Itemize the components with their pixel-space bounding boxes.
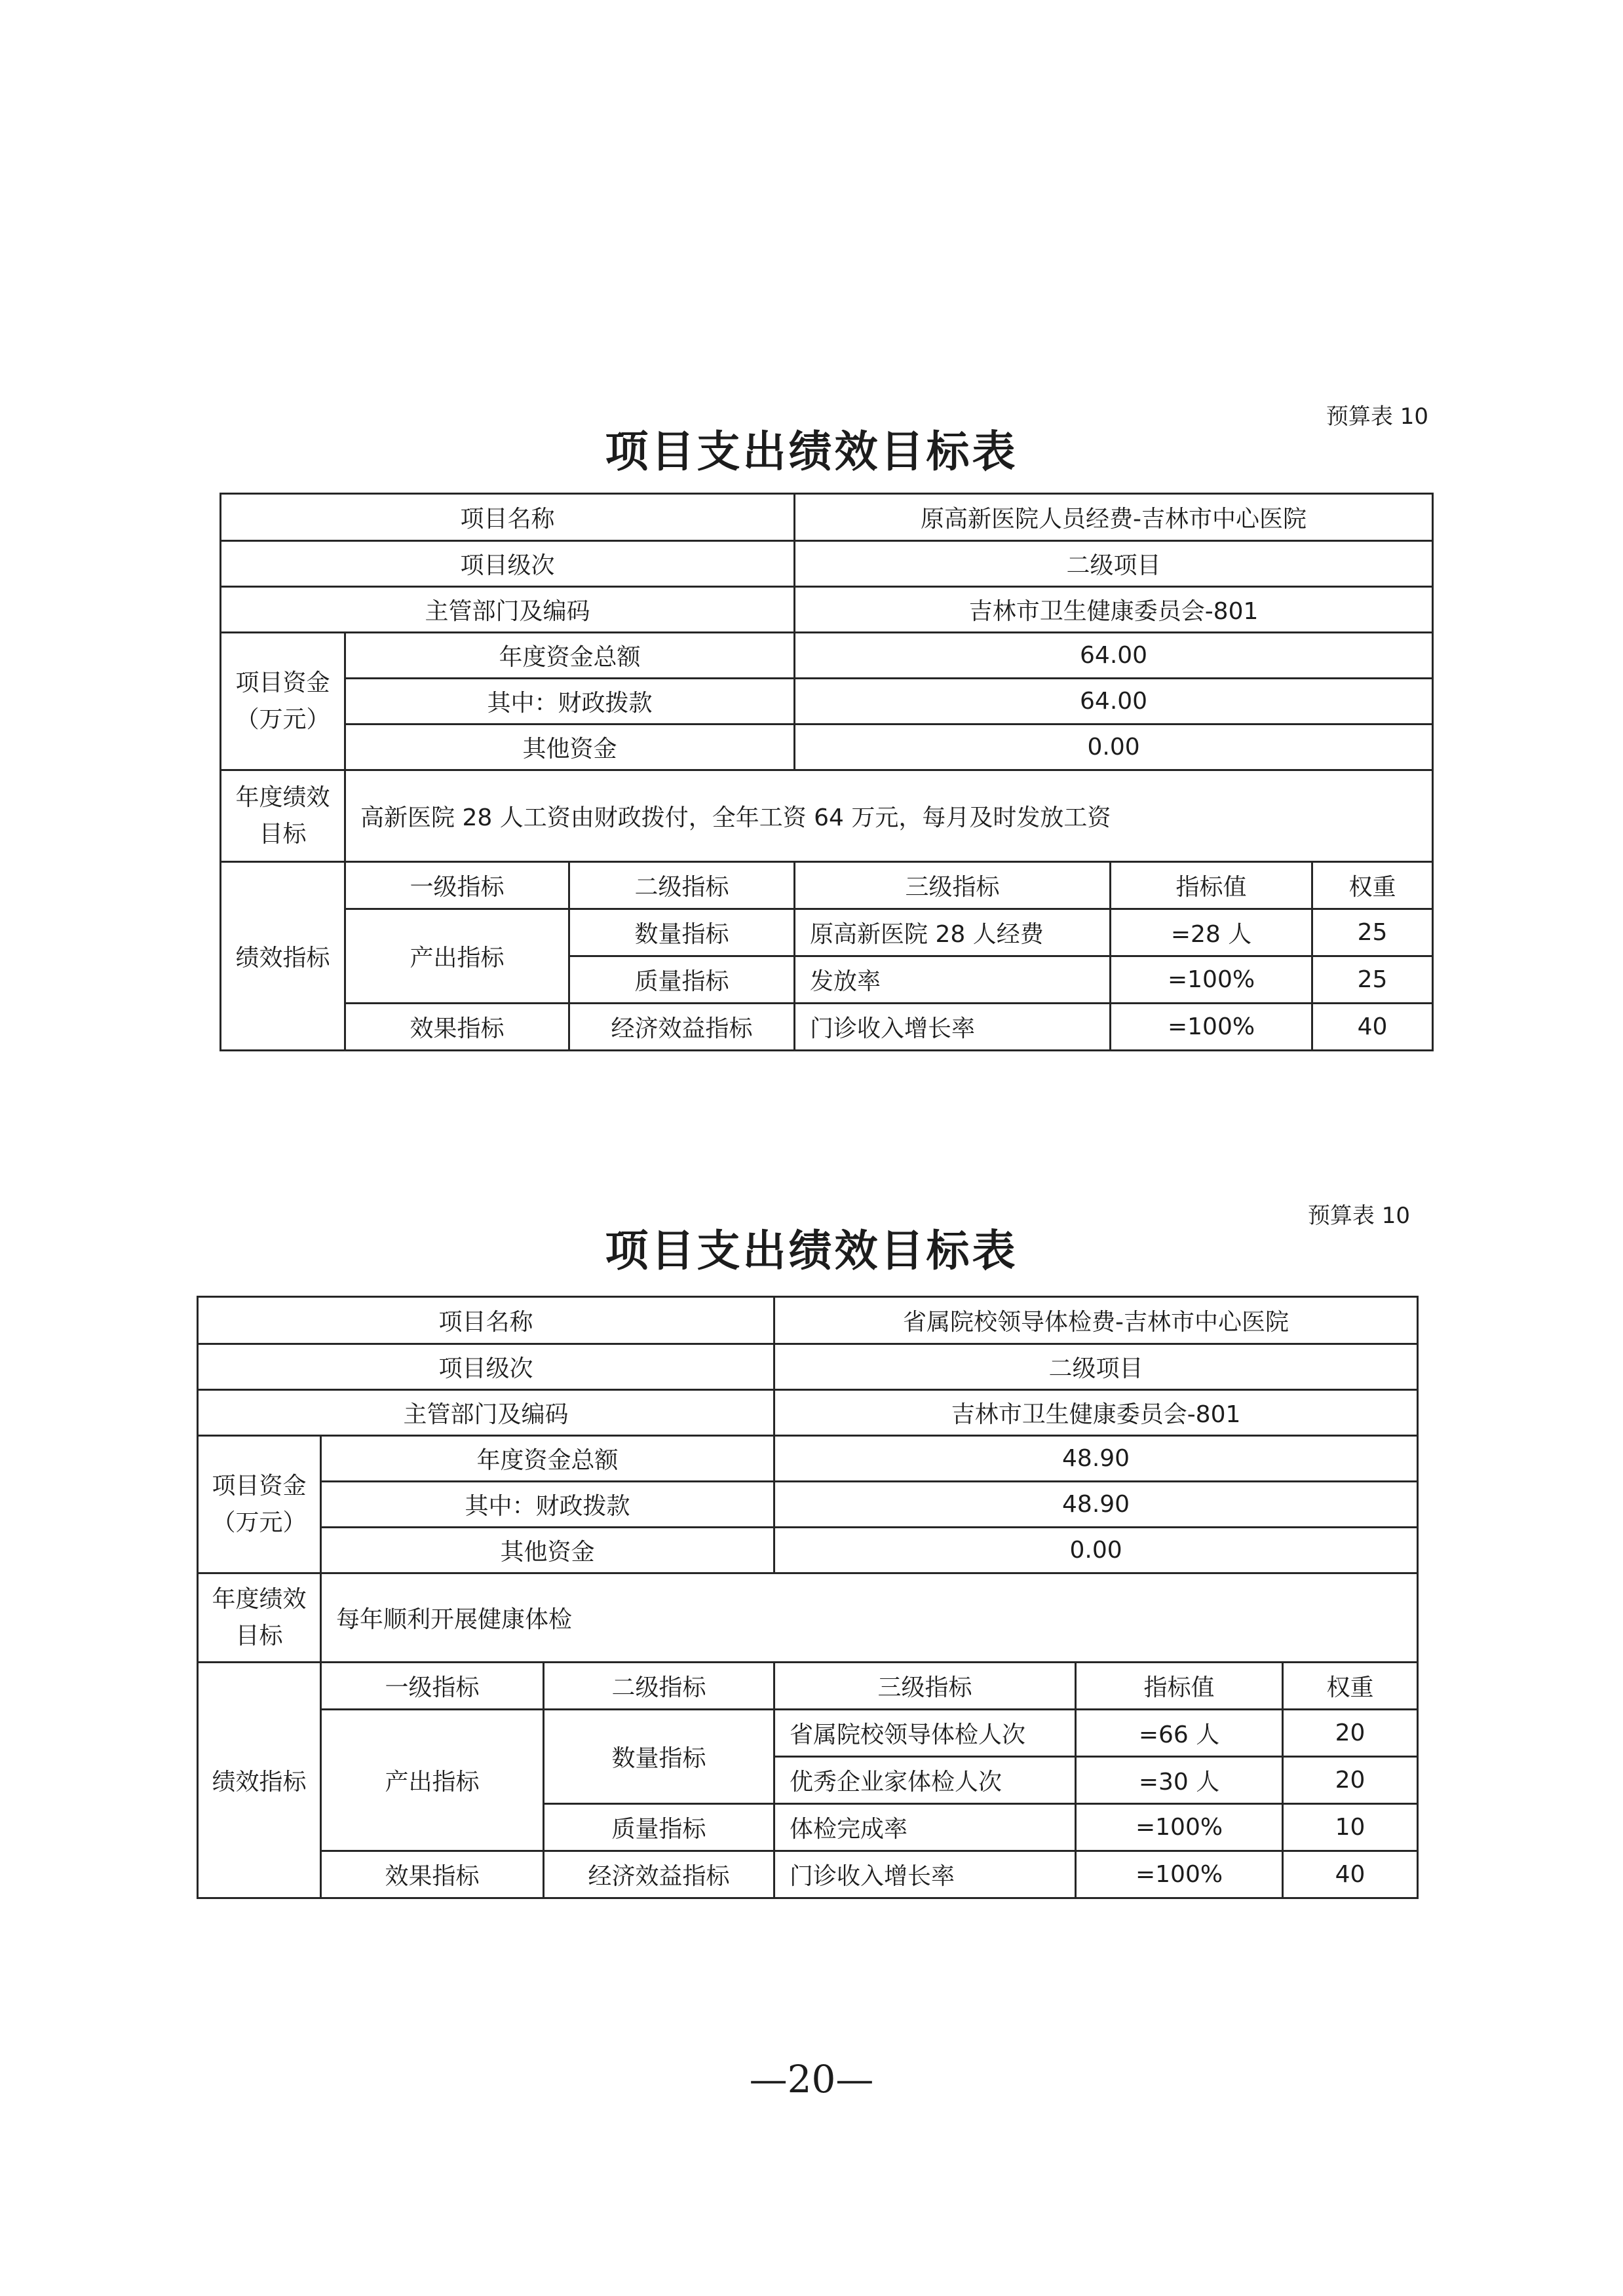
project-name-value: 原高新医院人员经费-吉林市中心医院: [795, 494, 1433, 541]
value-cell: =66 人: [1076, 1710, 1283, 1757]
performance-table: [197, 1296, 1419, 1899]
output-indicator-label: 产出指标: [321, 1710, 544, 1851]
funds-label: 项目资金 （万元）: [221, 633, 345, 770]
level3-cell: 门诊收入增长率: [774, 1851, 1076, 1898]
budget-tag: 预算表 10: [1307, 1203, 1410, 1229]
indicator-label: 绩效指标: [221, 862, 345, 1051]
fiscal-label: 其中：财政拨款: [345, 679, 795, 725]
header-level3: 三级指标: [795, 862, 1111, 909]
goal-value: 每年顺利开展健康体检: [321, 1573, 1418, 1663]
project-name-value: 省属院校领导体检费-吉林市中心医院: [774, 1297, 1418, 1344]
weight-cell: 10: [1283, 1804, 1418, 1851]
weight-cell: 20: [1283, 1757, 1418, 1804]
level2-cell: 质量指标: [569, 956, 795, 1004]
form-title: 项目支出绩效目标表: [605, 1226, 1018, 1276]
other-funds-value: 0.00: [774, 1528, 1418, 1573]
fiscal-value: 64.00: [795, 679, 1433, 725]
project-level-value: 二级项目: [774, 1344, 1418, 1390]
dept-label: 主管部门及编码: [221, 587, 795, 633]
value-cell: =30 人: [1076, 1757, 1283, 1804]
value-cell: =100%: [1111, 1004, 1312, 1051]
header-level2: 二级指标: [544, 1663, 774, 1710]
value-cell: =100%: [1076, 1851, 1283, 1898]
weight-cell: 40: [1283, 1851, 1418, 1898]
goal-label: 年度绩效目标: [221, 770, 345, 862]
annual-total-value: 48.90: [774, 1436, 1418, 1482]
fiscal-label: 其中：财政拨款: [321, 1482, 774, 1528]
output-indicator-label: 产出指标: [345, 909, 569, 1004]
header-weight: 权重: [1312, 862, 1433, 909]
goal-label: 年度绩效目标: [198, 1573, 321, 1663]
form-block-1: [0, 0, 1623, 1114]
header-level3: 三级指标: [774, 1663, 1076, 1710]
header-value: 指标值: [1076, 1663, 1283, 1710]
project-level-label: 项目级次: [198, 1344, 774, 1390]
header-level1: 一级指标: [321, 1663, 544, 1710]
header-level2: 二级指标: [569, 862, 795, 909]
fiscal-value: 48.90: [774, 1482, 1418, 1528]
level3-cell: 原高新医院 28 人经费: [795, 909, 1111, 956]
level3-cell: 发放率: [795, 956, 1111, 1004]
dept-value: 吉林市卫生健康委员会-801: [774, 1390, 1418, 1436]
level2-cell: 经济效益指标: [544, 1851, 774, 1898]
header-value: 指标值: [1111, 862, 1312, 909]
annual-total-value: 64.00: [795, 633, 1433, 679]
level3-cell: 体检完成率: [774, 1804, 1076, 1851]
annual-total-label: 年度资金总额: [321, 1436, 774, 1482]
goal-value: 高新医院 28 人工资由财政拨付，全年工资 64 万元，每月及时发放工资: [345, 770, 1433, 862]
project-level-label: 项目级次: [221, 541, 795, 587]
page-number: —20—: [749, 2057, 874, 2101]
other-funds-label: 其他资金: [345, 725, 795, 770]
budget-tag: 预算表 10: [1326, 404, 1428, 430]
dept-value: 吉林市卫生健康委员会-801: [795, 587, 1433, 633]
effect-indicator-label: 效果指标: [321, 1851, 544, 1898]
value-cell: =100%: [1111, 956, 1312, 1004]
other-funds-label: 其他资金: [321, 1528, 774, 1573]
weight-cell: 25: [1312, 909, 1433, 956]
level2-cell: 数量指标: [544, 1710, 774, 1804]
indicator-label: 绩效指标: [198, 1663, 321, 1898]
value-cell: =100%: [1076, 1804, 1283, 1851]
level2-cell: 经济效益指标: [569, 1004, 795, 1051]
project-name-label: 项目名称: [221, 494, 795, 541]
weight-cell: 40: [1312, 1004, 1433, 1051]
annual-total-label: 年度资金总额: [345, 633, 795, 679]
project-name-label: 项目名称: [198, 1297, 774, 1344]
level2-cell: 数量指标: [569, 909, 795, 956]
level3-cell: 省属院校领导体检人次: [774, 1710, 1076, 1757]
header-level1: 一级指标: [345, 862, 569, 909]
performance-table: [220, 493, 1434, 1051]
dept-label: 主管部门及编码: [198, 1390, 774, 1436]
level2-cell: 质量指标: [544, 1804, 774, 1851]
other-funds-value: 0.00: [795, 725, 1433, 770]
weight-cell: 20: [1283, 1710, 1418, 1757]
level3-cell: 门诊收入增长率: [795, 1004, 1111, 1051]
weight-cell: 25: [1312, 956, 1433, 1004]
header-weight: 权重: [1283, 1663, 1418, 1710]
funds-label: 项目资金 （万元）: [198, 1436, 321, 1573]
form-title: 项目支出绩效目标表: [605, 426, 1018, 477]
project-level-value: 二级项目: [795, 541, 1433, 587]
level3-cell: 优秀企业家体检人次: [774, 1757, 1076, 1804]
effect-indicator-label: 效果指标: [345, 1004, 569, 1051]
value-cell: =28 人: [1111, 909, 1312, 956]
